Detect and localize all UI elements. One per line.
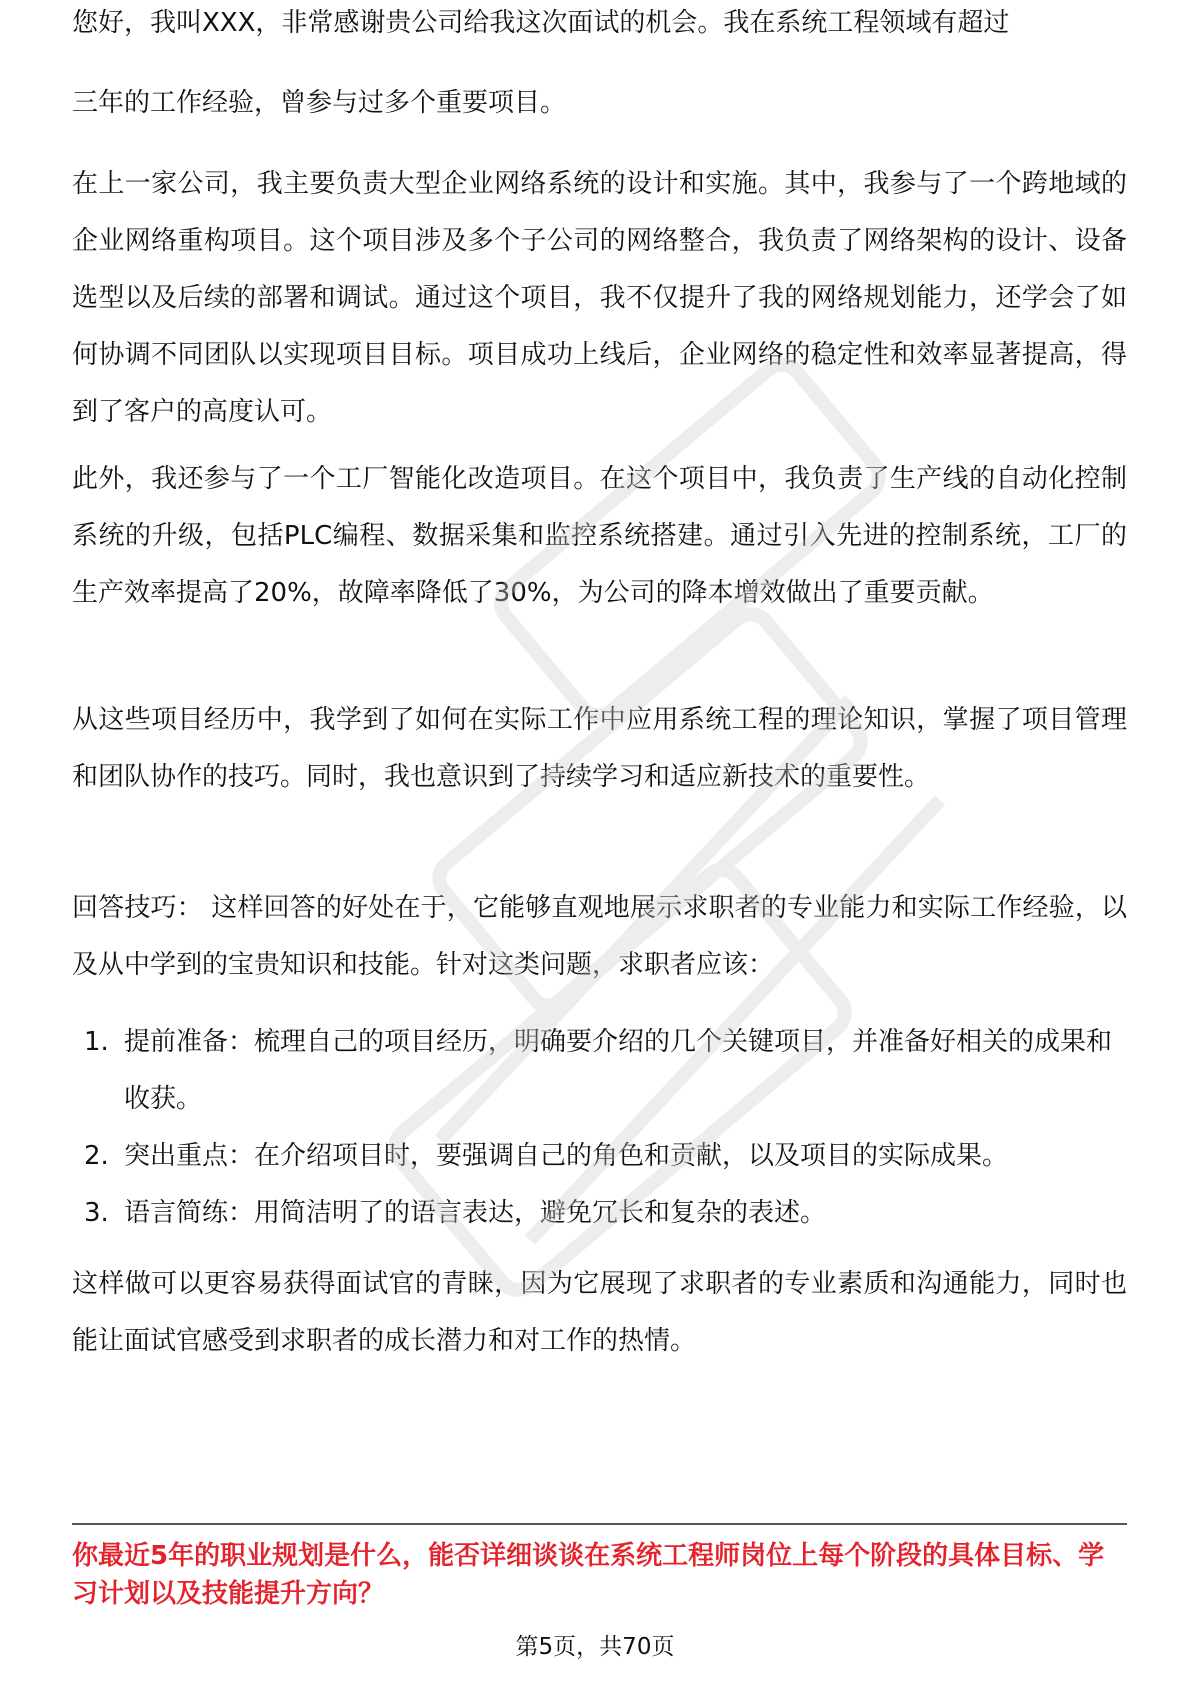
- list-number: 3.: [84, 1198, 109, 1228]
- closing-paragraph: 这样做可以更容易获得面试官的青睐，因为它展现了求职者的专业素质和沟通能力，同时也能让面试官感受到求职者的成长潜力和对工作的热情。: [72, 1269, 1127, 1356]
- list-text: 提前准备：梳理自己的项目经历，明确要介绍的几个关键项目，并准备好相关的成果和收获。: [124, 1027, 1113, 1114]
- answer-body-2: [72, 451, 1127, 622]
- next-question-heading: 你最近5年的职业规划是什么，能否详细谈谈在系统工程师岗位上每个阶段的具体目标、学习计划以及技能提升方向？: [72, 1541, 1105, 1609]
- section-divider: [72, 1523, 1127, 1525]
- answer-tips-intro: [72, 880, 1127, 994]
- list-item: [72, 1185, 1127, 1242]
- answer-intro: [72, 75, 1127, 132]
- closing-section: [72, 1256, 1127, 1370]
- page-number: 第5页，共70页: [515, 1634, 675, 1660]
- paragraph-4: 从这些项目经历中，我学到了如何在实际工作中应用系统工程的理论知识，掌握了项目管理和团队协作的技巧。同时，我也意识到了持续学习和适应新技术的重要性。: [72, 705, 1127, 792]
- list-number: 2.: [84, 1141, 109, 1171]
- paragraph-5: 回答技巧： 这样回答的好处在于，它能够直观地展示求职者的专业能力和实际工作经验，以及从中学到的宝贵知识和技能。针对这类问题，求职者应该：: [72, 893, 1127, 980]
- paragraph-1: 三年的工作经验，曾参与过多个重要项目。: [72, 88, 567, 118]
- answer-body-1: [72, 156, 1127, 441]
- paragraph-2: 在上一家公司，我主要负责大型企业网络系统的设计和实施。其中，我参与了一个跨地域的企业网络重构项目。这个项目涉及多个子公司的网络整合，我负责了网络架构的设计、设备选型以及后续的部署和调试。通过这个项目，我不仅提升了我的网络规划能力，还学会了如何协调不同团队以实现项目目标。项目成功上线后，企业网络的稳定性和效率显著提高，得到了客户的高度认可。: [72, 169, 1127, 427]
- list-text: 突出重点：在介绍项目时，要强调自己的角色和贡献，以及项目的实际成果。: [124, 1141, 1009, 1171]
- tips-list: [72, 1014, 1127, 1242]
- cut-off-text-line: [72, 8, 1127, 52]
- list-number: 1.: [84, 1027, 109, 1057]
- answer-body-3: [72, 692, 1127, 806]
- list-item: [72, 1014, 1127, 1128]
- list-item: [72, 1128, 1127, 1185]
- cut-off-text: 您好，我叫XXX，非常感谢贵公司给我这次面试的机会。我在系统工程领域有超过: [72, 8, 1010, 38]
- paragraph-3: 此外，我还参与了一个工厂智能化改造项目。在这个项目中，我负责了生产线的自动化控制系统的升级，包括PLC编程、数据采集和监控系统搭建。通过引入先进的控制系统，工厂的生产效率提高了20%，故障率降低了30%，为公司的降本增效做出了重要贡献。: [72, 464, 1127, 608]
- list-text: 语言简练：用简洁明了的语言表达，避免冗长和复杂的表述。: [124, 1198, 827, 1228]
